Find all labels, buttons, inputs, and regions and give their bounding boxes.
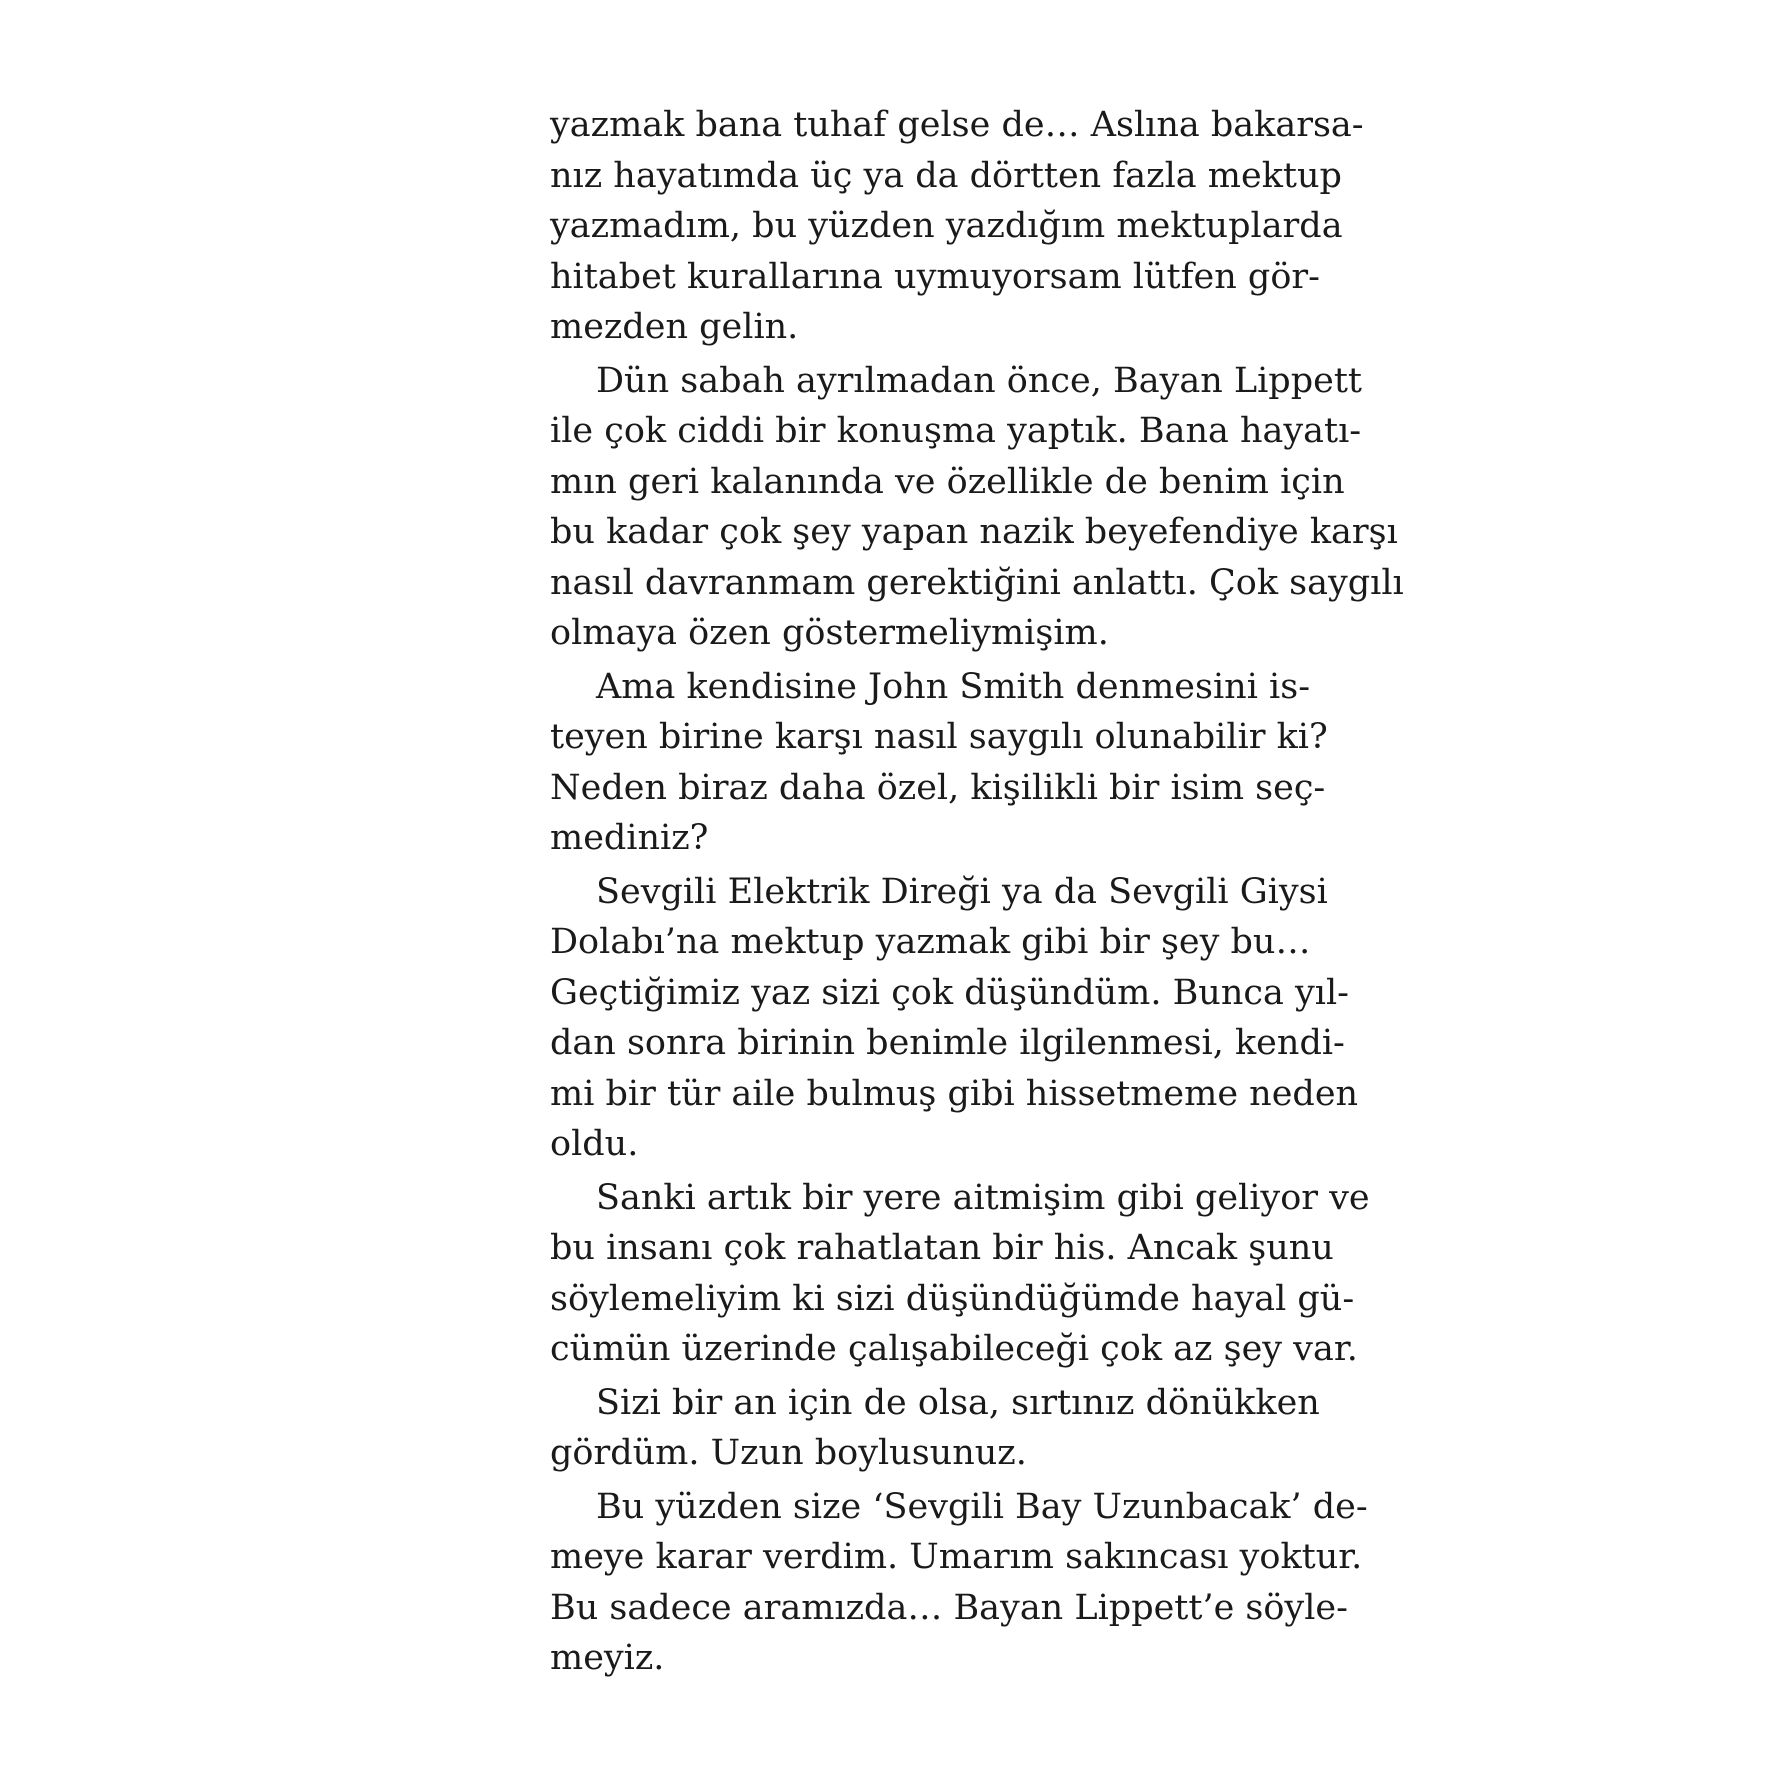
text-line: Dolabı’na mektup yazmak gibi bir şey bu… (550, 922, 1311, 962)
paragraph (550, 1378, 1320, 1479)
text-line: Sizi bir an için de olsa, sırtınız dönükken (596, 1382, 1320, 1423)
text-line: mi bir tür aile bulmuş gibi hissetmeme neden (550, 1073, 1359, 1114)
body-text (550, 100, 1404, 1684)
text-line: yazmak bana tuhaf gelse de… Aslına bakarsa- (550, 105, 1364, 145)
text-line: bu kadar çok şey yapan nazik beyefendiye karşı (550, 512, 1398, 552)
paragraph (550, 867, 1359, 1170)
text-line: mın geri kalanında ve özellikle de benim için (550, 461, 1345, 502)
text-line: Bu yüzden size ‘Sevgili Bay Uzunbacak’ de- (596, 1486, 1368, 1527)
text-line: ile çok ciddi bir konuşma yaptık. Bana hayatı- (550, 411, 1362, 451)
text-line: Dün sabah ayrılmadan önce, Bayan Lippett (596, 360, 1362, 401)
text-line: mediniz? (550, 818, 709, 858)
text-line: söylemeliyim ki sizi düşündüğümde hayal gü- (550, 1278, 1355, 1319)
text-line: mezden gelin. (550, 307, 799, 347)
text-line: hitabet kurallarına uymuyorsam lütfen gör- (550, 256, 1320, 297)
text-line: nız hayatımda üç ya da dörtten fazla mektup (550, 155, 1342, 196)
text-line: gördüm. Uzun boylusunuz. (550, 1433, 1027, 1473)
text-line: Sanki artık bir yere aitmişim gibi geliyor ve (596, 1177, 1370, 1218)
text-line: dan sonra birinin benimle ilgilenmesi, kendi- (550, 1023, 1345, 1063)
text-line: meye karar verdim. Umarım sakıncası yoktur. (550, 1537, 1363, 1577)
text-line: bu insanı çok rahatlatan bir his. Ancak şunu (550, 1228, 1334, 1268)
text-line: Geçtiğimiz yaz sizi çok düşündüm. Bunca yıl- (550, 972, 1349, 1013)
text-line: Neden biraz daha özel, kişilikli bir isim seç- (550, 767, 1326, 808)
text-line: Sevgili Elektrik Direği ya da Sevgili Giysi (596, 871, 1328, 912)
paragraph (550, 662, 1328, 864)
paragraph (550, 100, 1364, 353)
text-line: yazmadım, bu yüzden yazdığım mektuplarda (550, 206, 1343, 246)
text-line: oldu. (550, 1124, 639, 1164)
paragraph (550, 1482, 1368, 1684)
paragraph (550, 1173, 1370, 1375)
text-line: meyiz. (550, 1638, 665, 1678)
text-line: cümün üzerinde çalışabileceği çok az şey var. (550, 1329, 1358, 1369)
text-line: nasıl davranmam gerektiğini anlattı. Çok saygılı (550, 562, 1404, 603)
text-line: Bu sadece aramızda… Bayan Lippett’e söyle- (550, 1587, 1348, 1628)
text-line: Ama kendisine John Smith denmesini is- (596, 666, 1311, 707)
paragraph (550, 356, 1404, 659)
text-line: teyen birine karşı nasıl saygılı olunabilir ki? (550, 717, 1328, 757)
text-line: olmaya özen göstermeliymişim. (550, 613, 1109, 653)
